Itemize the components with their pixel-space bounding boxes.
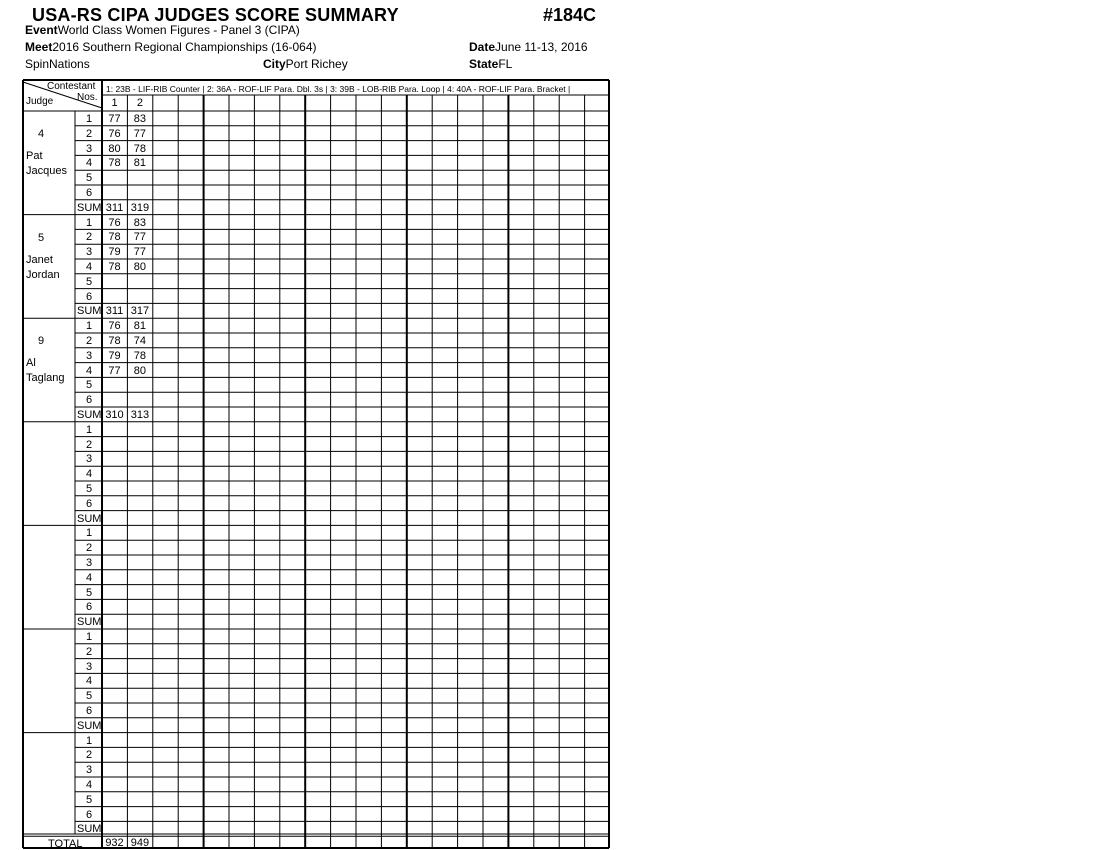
judge-last-name: Jacques: [26, 165, 67, 177]
figure-row-number: 6: [85, 808, 93, 821]
figure-row-number: 4: [85, 261, 93, 273]
club-name: SpinNations: [25, 57, 90, 71]
figure-row-number: 2: [85, 645, 93, 658]
sum-row-label: SUM: [77, 823, 102, 836]
figure-row-number: 6: [85, 187, 93, 199]
figure-row-number: 1: [85, 631, 93, 643]
score-cell: 78: [133, 142, 147, 155]
figure-row-number: 4: [85, 571, 93, 584]
city-value: Port Richey: [285, 57, 348, 71]
figure-row-number: 6: [85, 705, 93, 717]
score-cell: 78: [108, 157, 121, 170]
figure-row-number: 4: [85, 364, 93, 377]
judge-number: 9: [37, 335, 45, 348]
figure-row-number: 1: [85, 216, 93, 229]
sum-row-label: SUM: [77, 409, 102, 421]
sheet-number: #184C: [543, 5, 597, 25]
figure-row-number: 3: [85, 453, 93, 466]
figure-row-number: 3: [85, 142, 93, 155]
score-cell: 77: [133, 231, 147, 244]
meet-value: 2016 Southern Regional Championships (16-064): [52, 40, 317, 54]
contestant-number: 2: [136, 97, 143, 109]
figure-row-number: 3: [85, 246, 93, 259]
figure-row-number: 6: [85, 394, 93, 407]
sum-row-label: SUM: [77, 512, 102, 525]
meet-label: Meet: [25, 40, 53, 54]
figure-row-number: 3: [85, 557, 93, 569]
page-title: USA-RS CIPA JUDGES SCORE SUMMARY: [32, 5, 399, 25]
score-cell: 74: [133, 335, 147, 347]
figure-row-number: 5: [85, 379, 93, 392]
score-cell: 78: [133, 349, 147, 362]
judge-first-name: Al: [26, 357, 36, 370]
score-cell: 77: [133, 127, 147, 140]
score-cell: 77: [108, 364, 121, 377]
sum-cell: 310: [105, 409, 124, 421]
judge-header-label: Judge: [26, 96, 54, 107]
judge-first-name: Janet: [26, 253, 53, 266]
score-cell: 83: [133, 216, 147, 229]
score-cell: 81: [133, 157, 147, 170]
score-cell: 83: [133, 113, 147, 125]
figure-row-number: 1: [85, 734, 93, 747]
sum-cell: 311: [105, 305, 124, 318]
judge-first-name: Pat: [26, 150, 43, 162]
sum-row-label: SUM: [77, 719, 102, 732]
judge-number: 5: [37, 231, 45, 244]
sum-row-label: SUM: [77, 305, 102, 318]
figure-row-number: 5: [85, 275, 93, 288]
sum-cell: 319: [130, 201, 150, 214]
sum-row-label: SUM: [77, 201, 102, 214]
figure-row-number: 5: [85, 483, 93, 495]
judge-last-name: Taglang: [26, 372, 65, 385]
figure-row-number: 5: [85, 172, 93, 185]
score-cell: 78: [108, 335, 121, 347]
figure-row-number: 2: [85, 749, 93, 762]
score-cell: 80: [133, 364, 147, 377]
judge-last-name: Jordan: [26, 268, 60, 281]
figure-row-number: 2: [85, 438, 93, 451]
score-cell: 81: [133, 320, 147, 333]
sum-cell: 313: [130, 409, 150, 421]
figure-row-number: 3: [85, 349, 93, 362]
score-cell: 80: [108, 142, 121, 155]
figure-row-number: 1: [85, 320, 93, 333]
figure-row-number: 2: [85, 335, 93, 347]
contestant-number: 1: [111, 97, 118, 109]
figure-row-number: 3: [85, 764, 93, 777]
figure-row-number: 1: [85, 527, 93, 540]
score-cell: 79: [108, 349, 121, 362]
state-label: State: [469, 57, 499, 71]
judge-number: 4: [37, 128, 45, 140]
header-diagonal: [23, 82, 102, 108]
figure-row-number: 2: [85, 127, 93, 140]
figure-row-number: 4: [85, 468, 93, 481]
figure-row-number: 4: [85, 157, 93, 170]
figure-row-number: 5: [85, 690, 93, 703]
figure-row-number: 3: [85, 660, 93, 673]
sum-row-label: SUM: [77, 616, 102, 629]
figure-row-number: 6: [85, 497, 93, 510]
total-label: TOTAL: [48, 838, 83, 850]
city-label: City: [263, 57, 286, 71]
score-cell: 79: [108, 246, 121, 259]
score-cell: 80: [133, 261, 147, 273]
sum-cell: 311: [105, 201, 124, 214]
date-label: Date: [469, 40, 496, 54]
nos-header-label: Nos.: [77, 92, 98, 103]
score-cell: 76: [108, 320, 121, 333]
figure-row-number: 1: [85, 113, 93, 125]
figure-row-number: 1: [85, 423, 93, 436]
figure-row-number: 5: [85, 793, 93, 806]
state-value: FL: [498, 57, 513, 71]
score-cell: 76: [108, 127, 121, 140]
figure-row-number: 4: [85, 675, 93, 688]
figure-row-number: 6: [85, 290, 93, 303]
event-value: World Class Women Figures - Panel 3 (CIPA): [57, 23, 300, 37]
sum-cell: 317: [130, 305, 150, 318]
total-cell: 932: [105, 837, 124, 849]
event-label: Event: [25, 23, 58, 37]
figure-row-number: 2: [85, 542, 93, 555]
figure-row-number: 4: [85, 779, 93, 791]
figure-row-number: 6: [85, 601, 93, 614]
figures-legend: 1: 23B - LIF-RIB Counter | 2: 36A - ROF-LIF Para. Dbl. 3s | 3: 39B - LOB-RIB Para. Loop | 4: 40A - ROF-LIF Para. Bracket |: [106, 84, 571, 94]
figure-row-number: 5: [85, 586, 93, 599]
figure-row-number: 2: [85, 231, 93, 244]
score-cell: 76: [108, 216, 121, 229]
contestant-header-label: Contestant: [47, 81, 96, 92]
score-cell: 78: [108, 231, 121, 244]
score-cell: 78: [108, 261, 121, 273]
score-cell: 77: [133, 246, 147, 259]
score-cell: 77: [108, 113, 121, 125]
date-value: June 11-13, 2016: [495, 40, 588, 54]
total-cell: 949: [130, 837, 150, 849]
